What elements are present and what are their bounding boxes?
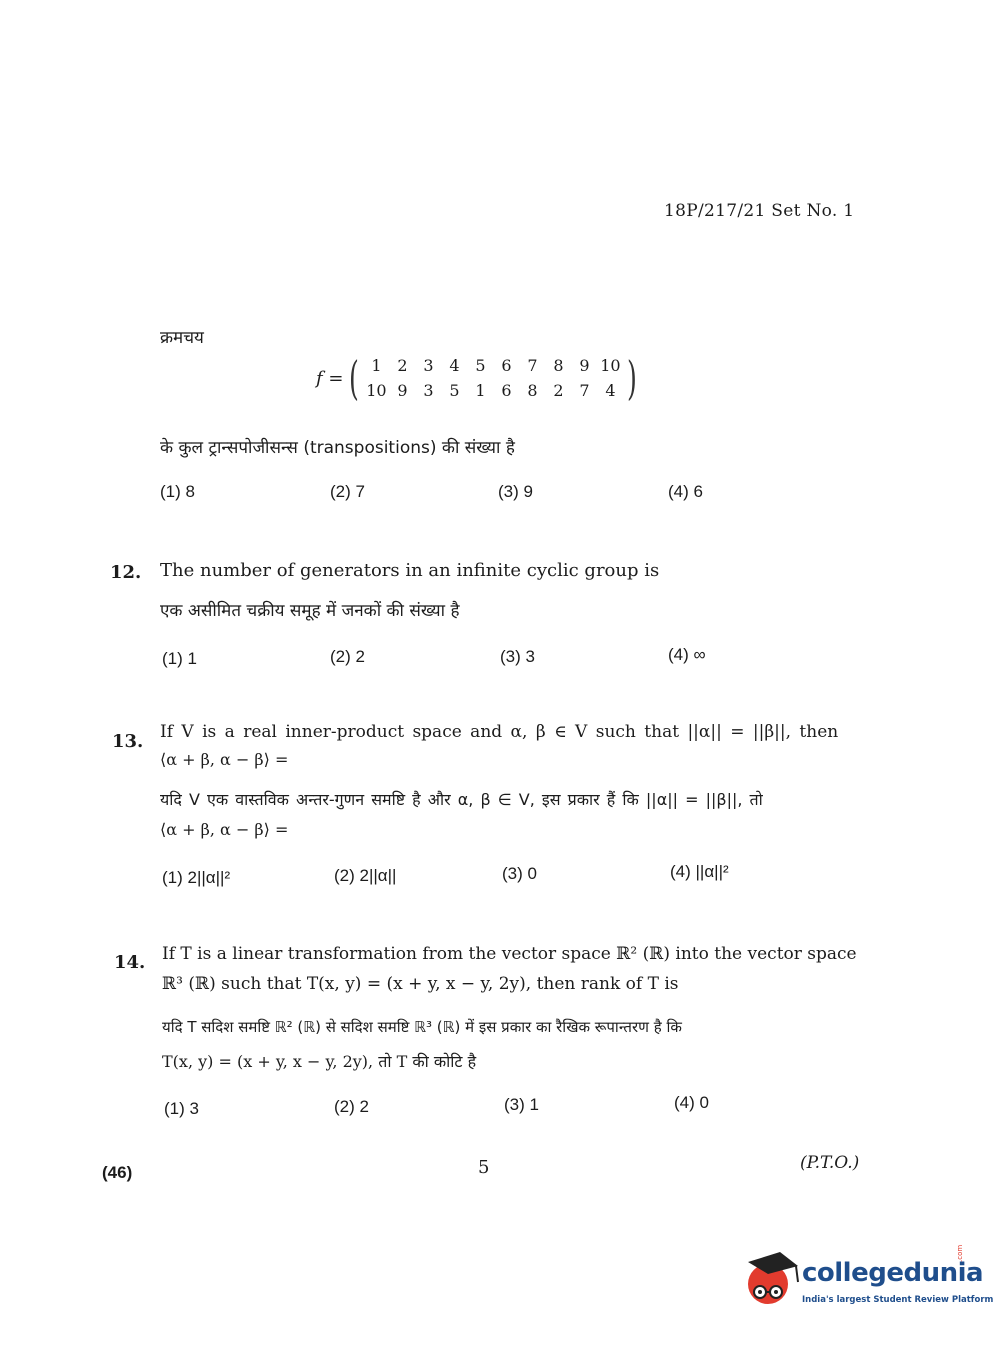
q12-option-4: (4) ∞	[668, 645, 706, 664]
logo-com: .com	[956, 1244, 964, 1262]
matrix-bottom-cell: 8	[527, 381, 538, 400]
q13-hindi-line1: यदि V एक वास्तविक अन्तर-गुणन समष्टि है और α, β ∈ V, इस प्रकार हैं कि ||α|| = ||β||, तो	[160, 790, 763, 809]
matrix-top-row	[363, 356, 623, 375]
q13-english-line2: ⟨α + β, α − β⟩ =	[160, 750, 289, 769]
q12-option-1: (1) 1	[162, 649, 197, 668]
matrix-bottom-cell: 6	[501, 381, 512, 400]
q11-option-3: (3) 9	[498, 482, 533, 501]
q14-number: 14.	[114, 952, 146, 973]
q13-english-line1: If V is a real inner-product space and α, β ∈ V such that ||α|| = ||β||, then	[160, 722, 839, 742]
permutation-block	[316, 351, 641, 405]
q13-option-2: (2) 2||α||	[334, 866, 397, 885]
matrix-top-cell: 6	[501, 356, 512, 375]
mascot-icon	[740, 1248, 802, 1308]
matrix-bottom-cell: 7	[579, 381, 590, 400]
matrix-bottom-cell: 2	[553, 381, 564, 400]
pto-label: (P.T.O.)	[800, 1153, 860, 1173]
q13-hindi-line2: ⟨α + β, α − β⟩ =	[160, 820, 289, 839]
matrix-top-cell: 2	[397, 356, 408, 375]
page-number: 5	[478, 1157, 490, 1178]
permutation-matrix	[363, 356, 623, 400]
q13-number: 13.	[112, 731, 144, 752]
q13-option-1: (1) 2||α||²	[162, 868, 231, 887]
collegedunia-logo	[740, 1244, 994, 1316]
matrix-bottom-cell: 4	[605, 381, 616, 400]
footer-code: (46)	[102, 1163, 133, 1182]
matrix-bottom-cell: 1	[475, 381, 486, 400]
matrix-bottom-row	[363, 381, 623, 400]
q12-english: The number of generators in an infinite cyclic group is	[160, 560, 660, 581]
logo-wordmark: collegedunia	[802, 1258, 984, 1288]
q14-option-4: (4) 0	[674, 1093, 709, 1112]
q14-english-line1: If T is a linear transformation from the vector space ℝ² (ℝ) into the vector space	[162, 944, 857, 964]
logo-tagline: India's largest Student Review Platform	[802, 1295, 994, 1305]
q13-option-4: (4) ||α||²	[670, 862, 729, 881]
matrix-bottom-cell: 5	[449, 381, 460, 400]
matrix-bottom-cell: 10	[366, 381, 387, 400]
matrix-top-cell: 7	[527, 356, 538, 375]
matrix-bottom-cell: 3	[423, 381, 434, 400]
left-paren: (	[349, 351, 360, 405]
matrix-top-cell: 3	[423, 356, 434, 375]
matrix-top-cell: 1	[371, 356, 382, 375]
q14-hindi-line1: यदि T सदिश समष्टि ℝ² (ℝ) से सदिश समष्टि ℝ³ (ℝ) में इस प्रकार का रैखिक रूपान्तरण है कि	[162, 1018, 682, 1036]
q12-number: 12.	[110, 562, 142, 583]
q11-option-1: (1) 8	[160, 482, 195, 501]
matrix-top-cell: 10	[600, 356, 621, 375]
q11-option-4: (4) 6	[668, 482, 703, 501]
q12-hindi: एक असीमित चक्रीय समूह में जनकों की संख्या है	[160, 601, 460, 621]
q13-option-3: (3) 0	[502, 864, 537, 883]
q14-option-3: (3) 1	[504, 1095, 539, 1114]
f-label: f =	[316, 367, 344, 389]
paper-code: 18P/217/21 Set No. 1	[664, 201, 855, 221]
q14-hindi-line2: T(x, y) = (x + y, x − y, 2y), तो T की कोटि है	[162, 1052, 477, 1071]
matrix-top-cell: 5	[475, 356, 486, 375]
matrix-top-cell: 4	[449, 356, 460, 375]
q11-hindi-tail: के कुल ट्रान्सपोजीसन्स (transpositions) की संख्या है	[160, 438, 515, 458]
q14-option-1: (1) 3	[164, 1099, 199, 1118]
q14-option-2: (2) 2	[334, 1097, 369, 1116]
right-paren: )	[627, 351, 638, 405]
matrix-top-cell: 9	[579, 356, 590, 375]
q12-option-3: (3) 3	[500, 647, 535, 666]
matrix-top-cell: 8	[553, 356, 564, 375]
q12-option-2: (2) 2	[330, 647, 365, 666]
matrix-bottom-cell: 9	[397, 381, 408, 400]
q14-english-line2: ℝ³ (ℝ) such that T(x, y) = (x + y, x − y, 2y), then rank of T is	[162, 974, 679, 994]
q11-option-2: (2) 7	[330, 482, 365, 501]
q11-hindi-intro: क्रमचय	[160, 328, 204, 348]
